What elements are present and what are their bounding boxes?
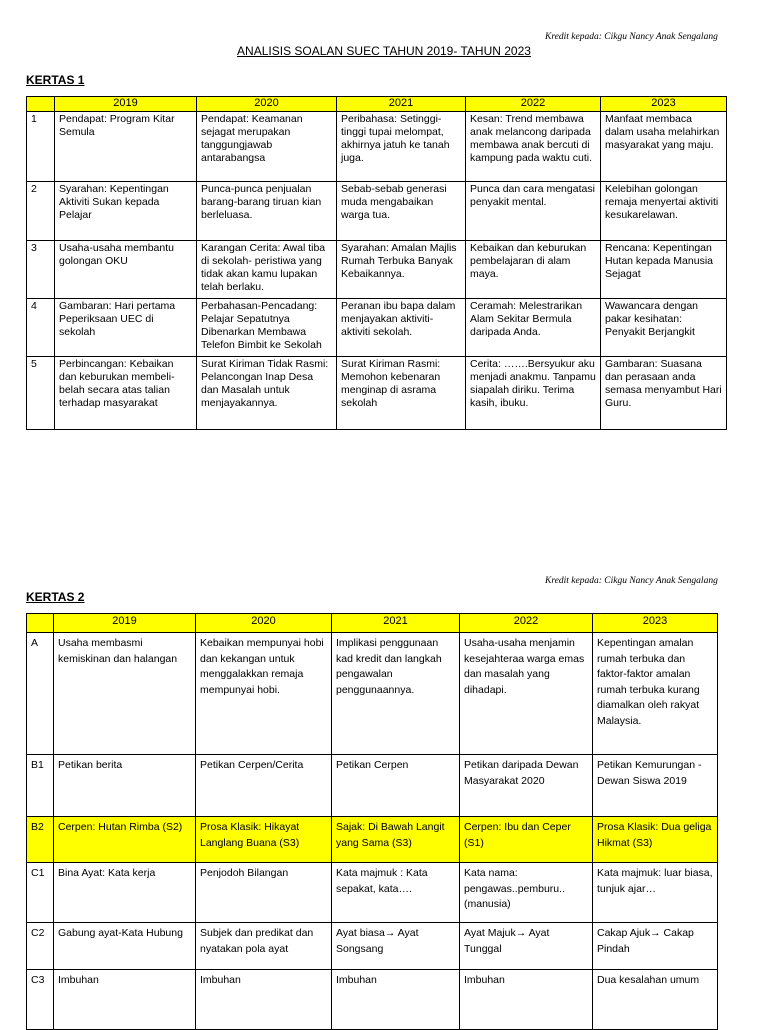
table-cell: Punca-punca penjualan barang-barang tiruan kian berleluasa. bbox=[197, 182, 337, 241]
row-label: 3 bbox=[27, 241, 55, 299]
table-cell: Syarahan: Kepentingan Aktiviti Sukan kepada Pelajar bbox=[55, 182, 197, 241]
row-label: C3 bbox=[27, 970, 54, 1030]
table-cell: Kata majmuk: luar biasa, tunjuk ajar… bbox=[593, 863, 718, 923]
credit-note-top: Kredit kepada: Cikgu Nancy Anak Sengalang bbox=[545, 32, 718, 42]
year-header: 2019 bbox=[54, 614, 196, 633]
table-cell: Subjek dan predikat dan nyatakan pola ayat bbox=[196, 923, 332, 970]
table-cell: Petikan Kemurungan -Dewan Siswa 2019 bbox=[593, 755, 718, 817]
header-label-cell bbox=[27, 614, 54, 633]
table-cell: Kepentingan amalan rumah terbuka dan faktor-faktor amalan rumah terbuka kurang diamalkan oleh rakyat Malaysia. bbox=[593, 633, 718, 755]
paper2-table bbox=[26, 613, 718, 1030]
table-cell: Kata majmuk : Kata sepakat, kata…. bbox=[332, 863, 460, 923]
table-cell: Prosa Klasik: Dua geliga Hikmat (S3) bbox=[593, 817, 718, 863]
table-cell: Syarahan: Amalan Majlis Rumah Terbuka Banyak Kebaikannya. bbox=[337, 241, 466, 299]
table-row bbox=[27, 863, 718, 923]
table-row bbox=[27, 970, 718, 1030]
year-header: 2022 bbox=[460, 614, 593, 633]
table-cell: Rencana: Kepentingan Hutan kepada Manusia Sejagat bbox=[601, 241, 727, 299]
table-cell: Kebaikan mempunyai hobi dan kekangan untuk menggalakkan remaja mempunyai hobi. bbox=[196, 633, 332, 755]
table-cell: Perbahasan-Pencadang: Pelajar Sepatutnya Dibenarkan Membawa Telefon Bimbit ke Sekolah bbox=[197, 299, 337, 357]
table-cell: Karangan Cerita: Awal tiba di sekolah- peristiwa yang tidak akan kamu lupakan telah berlaku. bbox=[197, 241, 337, 299]
table-cell: Usaha membasmi kemiskinan dan halangan bbox=[54, 633, 196, 755]
paper2-header-row bbox=[27, 614, 718, 633]
table-cell: Surat Kiriman Tidak Rasmi: Pelancongan Inap Desa dan Masalah untuk menjayakannya. bbox=[197, 357, 337, 430]
table-cell: Sajak: Di Bawah Langit yang Sama (S3) bbox=[332, 817, 460, 863]
year-header: 2020 bbox=[197, 97, 337, 112]
table-cell: Imbuhan bbox=[460, 970, 593, 1030]
table-cell: Petikan daripada Dewan Masyarakat 2020 bbox=[460, 755, 593, 817]
table-row bbox=[27, 755, 718, 817]
row-label: 2 bbox=[27, 182, 55, 241]
year-header: 2023 bbox=[601, 97, 727, 112]
year-header: 2020 bbox=[196, 614, 332, 633]
row-label: B1 bbox=[27, 755, 54, 817]
table-cell: Gabung ayat-Kata Hubung bbox=[54, 923, 196, 970]
table-cell: Punca dan cara mengatasi penyakit mental. bbox=[466, 182, 601, 241]
table-cell: Imbuhan bbox=[332, 970, 460, 1030]
row-label: C2 bbox=[27, 923, 54, 970]
table-cell: Cerpen: Ibu dan Ceper (S1) bbox=[460, 817, 593, 863]
table-cell: Pendapat: Program Kitar Semula bbox=[55, 112, 197, 182]
row-label: A bbox=[27, 633, 54, 755]
table-row bbox=[27, 112, 727, 182]
table-cell: Kata nama: pengawas..pemburu.. (manusia) bbox=[460, 863, 593, 923]
year-header: 2023 bbox=[593, 614, 718, 633]
paper1-table bbox=[26, 96, 727, 430]
table-cell: Ayat biasa→ Ayat Songsang bbox=[332, 923, 460, 970]
year-header: 2022 bbox=[466, 97, 601, 112]
table-cell: Petikan Cerpen bbox=[332, 755, 460, 817]
table-cell: Sebab-sebab generasi muda mengabaikan warga tua. bbox=[337, 182, 466, 241]
table-cell: Ceramah: Melestrarikan Alam Sekitar Bermula daripada Anda. bbox=[466, 299, 601, 357]
table-cell: Penjodoh Bilangan bbox=[196, 863, 332, 923]
table-cell: Usaha-usaha menjamin kesejahteraa warga emas dan masalah yang dihadapi. bbox=[460, 633, 593, 755]
table-cell: Cakap Ajuk→ Cakap Pindah bbox=[593, 923, 718, 970]
table-cell: Bina Ayat: Kata kerja bbox=[54, 863, 196, 923]
row-label: 5 bbox=[27, 357, 55, 430]
table-cell: Cerpen: Hutan Rimba (S2) bbox=[54, 817, 196, 863]
table-cell: Kelebihan golongan remaja menyertai aktiviti kesukarelawan. bbox=[601, 182, 727, 241]
header-label-cell bbox=[27, 97, 55, 112]
table-cell: Imbuhan bbox=[54, 970, 196, 1030]
table-row bbox=[27, 633, 718, 755]
row-label: C1 bbox=[27, 863, 54, 923]
table-cell: Gambaran: Hari pertama Peperiksaan UEC di sekolah bbox=[55, 299, 197, 357]
table-cell: Petikan Cerpen/Cerita bbox=[196, 755, 332, 817]
year-header: 2021 bbox=[337, 97, 466, 112]
section-heading-paper2: KERTAS 2 bbox=[26, 590, 85, 604]
year-header: 2019 bbox=[55, 97, 197, 112]
year-header: 2021 bbox=[332, 614, 460, 633]
credit-note-bottom: Kredit kepada: Cikgu Nancy Anak Sengalang bbox=[545, 576, 718, 586]
table-cell: Implikasi penggunaan kad kredit dan langkah pengawalan penggunaannya. bbox=[332, 633, 460, 755]
table-row bbox=[27, 357, 727, 430]
table-cell: Usaha-usaha membantu golongan OKU bbox=[55, 241, 197, 299]
table-cell: Ayat Majuk→ Ayat Tunggal bbox=[460, 923, 593, 970]
table-cell: Petikan berita bbox=[54, 755, 196, 817]
table-cell: Dua kesalahan umum bbox=[593, 970, 718, 1030]
table-cell: Kesan: Trend membawa anak melancong daripada membawa anak bercuti di kampung pada waktu cuti. bbox=[466, 112, 601, 182]
table-row-highlighted bbox=[27, 817, 718, 863]
table-cell: Gambaran: Suasana dan perasaan anda semasa menyambut Hari Guru. bbox=[601, 357, 727, 430]
table-cell: Peribahasa: Setinggi-tinggi tupai melompat, akhirnya jatuh ke tanah juga. bbox=[337, 112, 466, 182]
table-cell: Cerita: …….Bersyukur aku menjadi anakmu. Tanpamu siapalah diriku. Terima kasih, ibuku. bbox=[466, 357, 601, 430]
row-label: B2 bbox=[27, 817, 54, 863]
table-cell: Perbincangan: Kebaikan dan keburukan membeli-belah secara atas talian terhadap masyarakat bbox=[55, 357, 197, 430]
row-label: 4 bbox=[27, 299, 55, 357]
table-row bbox=[27, 923, 718, 970]
table-row bbox=[27, 182, 727, 241]
table-cell: Manfaat membaca dalam usaha melahirkan masyarakat yang maju. bbox=[601, 112, 727, 182]
page-title: ANALISIS SOALAN SUEC TAHUN 2019- TAHUN 2023 bbox=[237, 44, 531, 58]
table-cell: Surat Kiriman Rasmi: Memohon kebenaran menginap di asrama sekolah bbox=[337, 357, 466, 430]
table-cell: Wawancara dengan pakar kesihatan: Penyakit Berjangkit bbox=[601, 299, 727, 357]
paper1-header-row bbox=[27, 97, 727, 112]
table-cell: Kebaikan dan keburukan pembelajaran di alam maya. bbox=[466, 241, 601, 299]
table-row bbox=[27, 241, 727, 299]
table-cell: Pendapat: Keamanan sejagat merupakan tanggungjawab antarabangsa bbox=[197, 112, 337, 182]
table-cell: Imbuhan bbox=[196, 970, 332, 1030]
row-label: 1 bbox=[27, 112, 55, 182]
table-cell: Prosa Klasik: Hikayat Langlang Buana (S3) bbox=[196, 817, 332, 863]
table-row bbox=[27, 299, 727, 357]
section-heading-paper1: KERTAS 1 bbox=[26, 73, 85, 87]
table-cell: Peranan ibu bapa dalam menjayakan aktiviti-aktiviti sekolah. bbox=[337, 299, 466, 357]
